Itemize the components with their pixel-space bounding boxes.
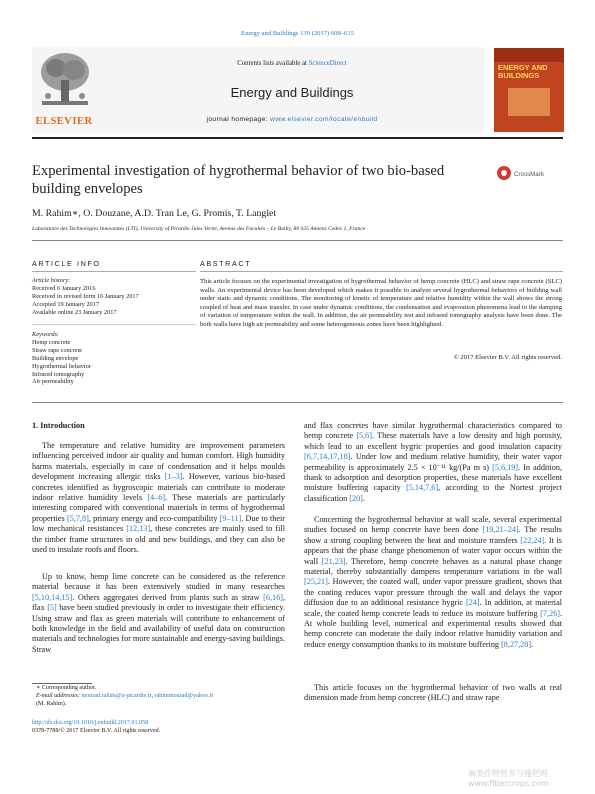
abstract-copyright: © 2017 Elsevier B.V. All rights reserved. xyxy=(453,354,562,361)
right-paragraph-3: This article focuses on the hygrothermal behavior of two walls at real dimension made from hemp concrete (HLC) and straw rape xyxy=(304,683,562,703)
elsevier-tree-icon xyxy=(38,50,92,108)
keyword: Hemp concrete xyxy=(32,338,71,346)
body-text: . These materials have a low density and high porosity, which lead to an excellent hygric properties and good insulation capacity xyxy=(304,431,562,451)
body-text: . Others aggregates derived from plants such as straw xyxy=(72,592,264,602)
citation-link[interactable]: [5,10,14,15] xyxy=(32,592,73,602)
keyword: Infrared tomography xyxy=(32,370,85,378)
body-rule xyxy=(32,402,563,403)
citation-link[interactable]: [5] xyxy=(47,603,57,613)
footnotes xyxy=(36,685,286,708)
email-line xyxy=(36,693,286,701)
contents-prefix: Contents lists available at xyxy=(237,60,309,67)
body-text: . Due to their low mechanical resistances xyxy=(32,513,285,534)
doi-block xyxy=(32,720,292,736)
body-text: . It is appears that the phase change phenomenon of water vapor occurs within the wall xyxy=(304,535,562,566)
body-text: , these concretes are mainly used to fill the timber frame structures in old and new buildings, and they can also be used to insulate roofs and floors. xyxy=(32,524,285,555)
footnote-rule xyxy=(32,683,92,684)
article-history-label: Article history: xyxy=(32,277,71,284)
keyword: Hygrothermal behavior xyxy=(32,362,91,370)
site-watermark: 麻类作物营养与施肥网 www.fibercrops.com xyxy=(468,769,549,788)
body-text: . xyxy=(531,639,534,649)
body-text: , primary energy and eco-compatibility xyxy=(88,513,220,523)
citation-link[interactable]: [8,27,28] xyxy=(501,639,532,649)
homepage-link[interactable]: www.elsevier.com/locate/enbuild xyxy=(270,116,378,123)
body-text: , flax xyxy=(32,592,285,613)
email-separator: , xyxy=(151,692,155,699)
article-title: Experimental investigation of hygrothermal behavior of two bio-based building envelopes xyxy=(32,163,445,197)
email-link[interactable]: mourad.rahim@u-picardie.fr xyxy=(81,692,152,699)
citation-link[interactable]: [19,21–24] xyxy=(482,525,519,535)
right-paragraph-2 xyxy=(304,515,562,650)
article-history xyxy=(32,277,196,317)
left-paragraph-1 xyxy=(32,441,285,555)
article-info-rule xyxy=(32,271,196,272)
citation-link[interactable]: [7,26] xyxy=(540,608,560,618)
body-text: . At whole building level, numerical and experimental results showed that hemp concrete can moderate the daily indoor relative humidity variation and reduce energy consumption thanks to its moisture buffering xyxy=(304,608,562,649)
journal-citation[interactable]: Energy and Buildings 139 (2017) 608–615 xyxy=(241,30,354,37)
body-text: . These materials are particularly interesting compared with conventional materials in terms of hygrothermal properties xyxy=(32,493,286,523)
abstract-text: This article focuses on the experimental investigation of hygrothermal behavior of hemp concrete (HLC) and straw rape concrete (SLC) walls. An experimental device has been developed which makes it possible to analyze several hygrothermal behaviors of building wall under static and dynamic conditions. The monitoring of kinetic of temperature and relative humidity within the wall shows the strong coupled of heat and mass transfer. In case under dynamic conditions, the condensation and evaporation phenomena lead to the damping of variation of temperature within the wall. In addition, the air permeability test and infrared tomography analysis have been done. The both walls have high air permeability and some heterogeneous zones have been highlighted. xyxy=(200,278,562,328)
body-text: . In addition, thank to adsorption and desorption properties, these materials have excellent moisture buffering capacity xyxy=(304,462,562,493)
body-text: . The results show a strong coupling between the heat and moisture transfers xyxy=(304,525,562,545)
crossmark-icon-center xyxy=(501,170,507,176)
elsevier-wordmark: ELSEVIER xyxy=(35,116,93,127)
contents-line xyxy=(100,60,484,67)
email-author: (M. Rahim). xyxy=(36,700,67,707)
citation-link[interactable]: [5,6,19] xyxy=(492,462,519,472)
email-label: E-mail addresses: xyxy=(36,692,82,699)
body-text: . xyxy=(362,493,365,503)
body-text: . In addition, at material scale, the coated hemp concrete leads to reduce its moisture buffering xyxy=(304,598,562,618)
keywords-rule xyxy=(32,324,196,325)
journal-homepage xyxy=(100,116,484,123)
doi-link[interactable]: http://dx.doi.org/10.1016/j.enbuild.2017.01.058 xyxy=(32,720,149,726)
citation-link[interactable]: [5,7,8] xyxy=(66,513,89,523)
right-paragraph-1 xyxy=(304,421,562,504)
citation-link[interactable]: [4–6] xyxy=(147,493,166,503)
body-text: The temperature and relative humidity are improvement parameters influencing perceived indoor air quality and human comfort. High humidity harms materials, especially in case of condensation and it helps moulds development increasing allergic risks xyxy=(32,441,285,482)
issn-line: 0378-7788/© 2017 Elsevier B.V. All rights reserved. xyxy=(32,727,161,734)
citation-link[interactable]: [5,14,7,6] xyxy=(406,483,439,493)
citation-link[interactable]: [20] xyxy=(349,493,363,503)
citation-link[interactable]: [25,21] xyxy=(304,577,328,587)
history-item: Available online 23 January 2017 xyxy=(32,308,117,316)
history-item: Received 6 January 2016 xyxy=(32,284,96,292)
article-info-heading: ARTICLE INFO xyxy=(32,259,101,268)
sciencedirect-link[interactable]: ScienceDirect xyxy=(308,60,347,67)
keywords xyxy=(32,331,196,386)
body-text: . However, the coated wall, under vapor pressure gradient, shows that the coating reduces vapor pressure through the wall and delays the vapor diffusion due to an additional resistance hygric xyxy=(304,577,562,608)
body-text: and flax concretes have similar hygrothermal characteristics compared to hemp concrete xyxy=(304,421,562,441)
author-list: M. Rahim∗, O. Douzane, A.D. Tran Le, G. Promis, T. Langlet xyxy=(32,208,277,219)
email-link[interactable]: rahimmourad@yahoo.fr xyxy=(154,692,214,699)
journal-cover-image xyxy=(508,88,550,116)
body-text: have been studied previously in order to investigate their efficiency. Using straw and flax as green materials will contribute to enhancement of both knowledge in the field and availability of useful data on construction materials and technologies for more sustainable and energy-saving buildings. Straw xyxy=(32,603,285,654)
citation-link[interactable]: [24] xyxy=(466,598,480,608)
citation-link[interactable]: [6,7,14,17,18] xyxy=(304,452,351,462)
keywords-label: Keywords: xyxy=(32,331,60,338)
journal-name: Energy and Buildings xyxy=(230,85,354,100)
title-rule xyxy=(32,240,563,241)
body-text: Up to know, hemp lime concrete can be considered as the reference material because it has been extensively studied in many researches xyxy=(32,572,285,592)
keyword: Air permeability xyxy=(32,378,74,386)
keyword: Building envelope xyxy=(32,354,79,362)
header-rule xyxy=(32,137,563,139)
citation-link[interactable]: [5,6] xyxy=(356,431,372,441)
body-text: . Under low and medium relative humidity, their water vapor permeability is approximately 2.5 × 10⁻¹¹ kg/(Pa m s) xyxy=(304,452,562,472)
history-item: Accepted 19 January 2017 xyxy=(32,300,99,308)
citation-link[interactable]: [9–11] xyxy=(219,513,242,523)
history-item: Received in revised form 16 January 2017 xyxy=(32,292,139,300)
abstract-rule xyxy=(200,271,563,272)
citation-link[interactable]: [21,23] xyxy=(321,556,346,566)
crossmark-label[interactable]: CrossMark xyxy=(514,171,544,178)
journal-cover-band xyxy=(494,48,564,62)
journal-cover-title: ENERGY AND BUILDINGS xyxy=(498,63,548,80)
abstract-heading: ABSTRACT xyxy=(200,259,252,268)
body-text: . Therefore, hemp concrete behaves as a natural phase change material, thereby substantially dampens temperature variations in the wall xyxy=(304,556,562,577)
citation-link[interactable]: [6,16] xyxy=(263,592,283,602)
left-paragraph-2 xyxy=(32,572,285,655)
section-title: 1. Introduction xyxy=(32,421,85,430)
corresponding-author: ∗ Corresponding author. xyxy=(36,685,97,691)
body-text: , according to the Nortest project classification xyxy=(304,483,563,503)
keyword: Straw rape concrete xyxy=(32,346,82,354)
affiliation: Laboratoire des Technologies Innovantes (LTI), University of Picardie Jules Verne, Avenue des Facultés – Le Bailly, 80 025 Amiens Cedex 1, France xyxy=(32,226,366,232)
homepage-label: journal homepage: xyxy=(206,116,271,123)
body-text: Concerning the hygrothermal behavior at wall scale, several experimental studies focused on hemp concrete have been done xyxy=(304,515,562,535)
citation-link[interactable]: [1–3] xyxy=(164,472,183,482)
citation-link[interactable]: [22,24] xyxy=(520,535,545,545)
citation-link[interactable]: [12,13] xyxy=(126,524,151,534)
body-text: . However, various bio-based concretes identified as hygroscopic materials can contribute to moderate indoor relative humidity levels xyxy=(32,472,285,503)
